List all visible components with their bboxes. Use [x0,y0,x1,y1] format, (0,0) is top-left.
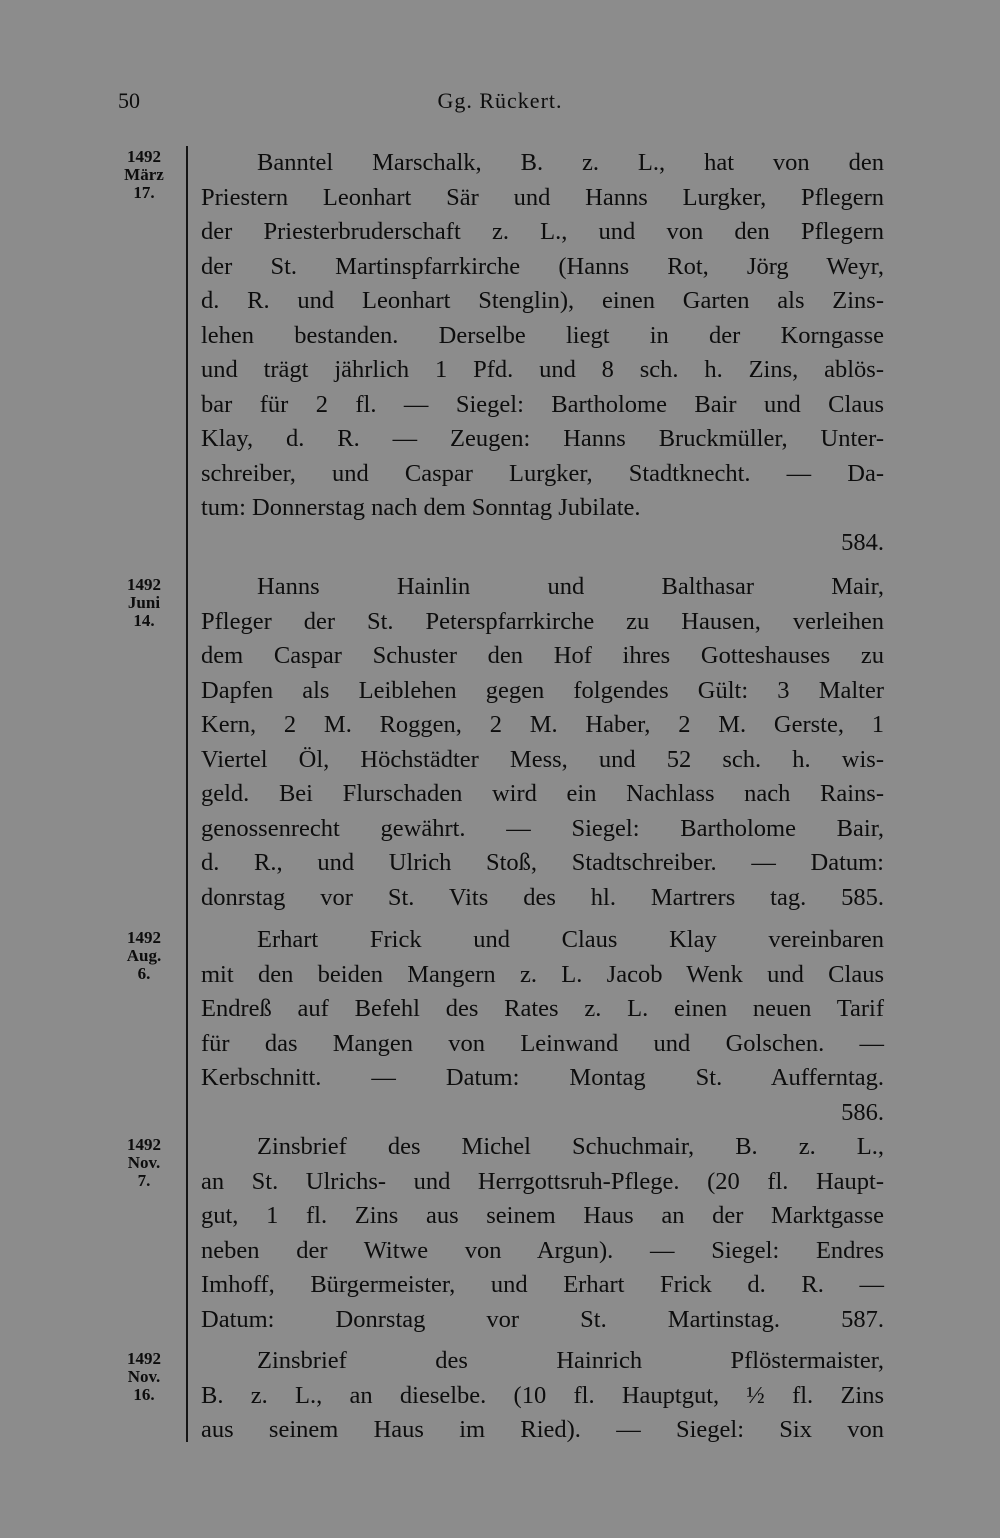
text-line: Kern, 2 M. Roggen, 2 M. Haber, 2 M. Gerste, 1 [201,711,884,738]
text-line: Dapfen als Leiblehen gegen folgendes Gült: 3 Malter [201,676,884,704]
entry-text [201,923,884,1130]
running-head: Gg. Rückert. [437,88,563,113]
entry-date [112,1136,176,1190]
date-month: Nov. [127,1153,161,1172]
text-line: Hanns Hainlin und Balthasar Mair, [257,573,884,600]
date-month: Aug. [126,946,162,965]
text-line: Priestern Leonhart Sär und Hanns Lurgker, Pflegern [201,183,884,211]
entry-date [112,148,176,202]
text-line: und trägt jährlich 1 Pfd. und 8 sch. h. Zins, ablös- [201,356,884,383]
text-line: für das Mangen von Leinwand und Golschen. — [201,1029,884,1057]
text-line: der Priesterbruderschaft z. L., und von den Pflegern [201,218,884,245]
date-year: 1492 [127,575,161,594]
date-day: 17. [133,183,155,202]
text-line: Banntel Marschalk, B. z. L., hat von den [257,149,884,176]
text-line: Erhart Frick und Claus Klay vereinbaren [257,926,884,953]
date-month: März [124,165,164,184]
text-line: der St. Martinspfarrkirche (Hanns Rot, Jörg Weyr, [201,252,884,280]
text-line: geld. Bei Flurschaden wird ein Nachlass nach Rains- [201,780,884,807]
text-line: gut, 1 fl. Zins aus seinem Haus an der Marktgasse [201,1202,884,1229]
text-line: Zinsbrief des Hainrich Pflöstermaister, [257,1347,884,1374]
text-line: schreiber, und Caspar Lurgker, Stadtknecht. — Da- [201,459,884,487]
date-day: 14. [133,611,155,630]
text-line: Kerbschnitt. — Datum: Montag St. Aufferntag. [201,1064,884,1091]
entry-date [112,1350,176,1404]
text-line: bar für 2 fl. — Siegel: Bartholome Bair und Claus [201,390,884,418]
date-year: 1492 [127,147,161,166]
text-line: aus seinem Haus im Ried). — Siegel: Six von [201,1416,884,1443]
text-line: neben der Witwe von Argun). — Siegel: Endres [201,1236,884,1264]
entry-text [201,1344,884,1448]
date-month: Nov. [127,1367,161,1386]
text-line: Imhoff, Bürgermeister, und Erhart Frick d. R. — [201,1271,884,1298]
date-year: 1492 [127,928,161,947]
text-line: Endreß auf Befehl des Rates z. L. einen neuen Tarif [201,995,884,1022]
entry-text [201,146,884,560]
page-number: 50 [118,88,140,113]
text-line: Klay, d. R. — Zeugen: Hanns Bruckmüller, Unter- [201,425,884,452]
text-line: genossenrecht gewährt. — Siegel: Bartholome Bair, [201,814,884,842]
entry-number: 586. [841,1098,884,1126]
text-line: Pfleger der St. Peterspfarrkirche zu Hausen, verleihen [201,607,884,635]
entry-number: 584. [841,528,884,556]
margin-rule [186,146,188,1442]
date-year: 1492 [127,1349,161,1368]
text-line: donrstag vor St. Vits des hl. Martrers tag. 585. [201,883,884,911]
text-line: Viertel Öl, Höchstädter Mess, und 52 sch. h. wis- [201,745,884,773]
date-month: Juni [127,593,161,612]
page-header [0,84,1000,124]
text-line: dem Caspar Schuster den Hof ihres Gotteshauses zu [201,642,884,669]
entry-date [112,929,176,983]
text-line: an St. Ulrichs- und Herrgottsruh-Pflege. (20 fl. Haupt- [201,1167,884,1195]
entry-date [112,576,176,630]
text-line: Datum: Donrstag vor St. Martinstag. 587. [201,1305,884,1333]
date-day: 6. [137,964,151,983]
text-line: d. R., und Ulrich Stoß, Stadtschreiber. — Datum: [201,849,884,876]
date-day: 7. [137,1171,151,1190]
text-line: lehen bestanden. Derselbe liegt in der Korngasse [201,321,884,349]
text-line: tum: Donnerstag nach dem Sonntag Jubilate. [201,494,641,521]
entry-text [201,570,884,915]
text-line: mit den beiden Mangern z. L. Jacob Wenk und Claus [201,960,884,988]
entry-text [201,1130,884,1337]
date-day: 16. [133,1385,155,1404]
date-year: 1492 [127,1135,161,1154]
text-line: Zinsbrief des Michel Schuchmair, B. z. L., [257,1133,884,1160]
text-line: d. R. und Leonhart Stenglin), einen Garten als Zins- [201,287,884,314]
text-line: B. z. L., an dieselbe. (10 fl. Hauptgut, ½ fl. Zins [201,1381,884,1409]
